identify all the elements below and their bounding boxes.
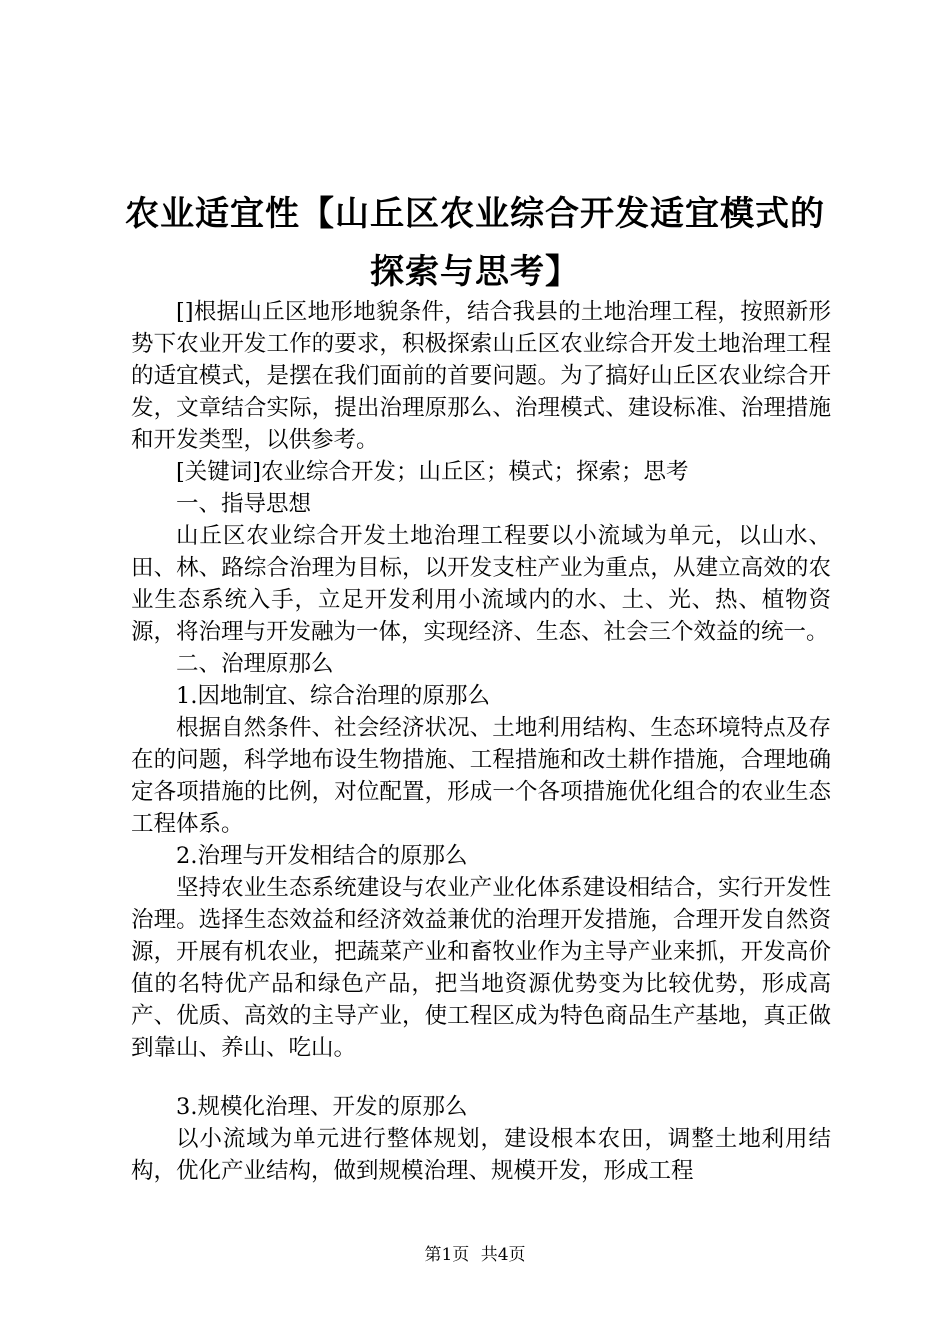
page-footer xyxy=(0,1240,950,1265)
document-title-line1: 农业适宜性【山丘区农业综合开发适宜模式的 xyxy=(125,194,825,234)
document-body xyxy=(131,296,831,1187)
body-paragraph: 根据自然条件、社会经济状况、土地利用结构、生态环境特点及存在的问题，科学地布设生物措施、工程措施和改土耕作措施，合理地确定各项措施的比例，对位配置，形成一个各项措施优化组合的农业生态工程体系。 xyxy=(131,715,831,837)
body-paragraph: 以小流域为单元进行整体规划，建设根本农田，调整土地利用结构，优化产业结构，做到规模治理、规模开发，形成工程 xyxy=(131,1126,831,1184)
keywords-paragraph: [关键词]农业综合开发；山丘区；模式；探索；思考 xyxy=(176,459,689,485)
subheading-principle-2: 2.治理与开发相结合的原那么 xyxy=(176,843,468,869)
subheading-principle-1: 1.因地制宜、综合治理的原那么 xyxy=(176,683,490,709)
section-heading-principles: 二、治理原那么 xyxy=(176,651,334,677)
body-paragraph: 坚持农业生态系统建设与农业产业化体系建设相结合，实行开发性治理。选择生态效益和经济效益兼优的治理开发措施，合理开发自然资源，开展有机农业，把蔬菜产业和畜牧业作为主导产业来抓，开发高价值的名特优产品和绿色产品，把当地资源优势变为比较优势，形成高产、优质、高效的主导产业，使工程区成为特色商品生产基地，真正做到靠山、养山、吃山。 xyxy=(131,875,831,1061)
section-heading-guiding-thought: 一、指导思想 xyxy=(176,491,312,517)
abstract-paragraph: []根据山丘区地形地貌条件，结合我县的土地治理工程，按照新形势下农业开发工作的要求，积极探索山丘区农业综合开发土地治理工程的适宜模式，是摆在我们面前的首要问题。为了搞好山丘区农业综合开发，文章结合实际，提出治理原那么、治理模式、建设标准、治理措施和开发类型，以供参考。 xyxy=(131,299,831,453)
subheading-principle-3: 3.规模化治理、开发的原那么 xyxy=(176,1094,468,1120)
page-number-total: 共4页 xyxy=(480,1245,526,1265)
document-title-line2: 探索与思考】 xyxy=(370,252,580,292)
page-number-current: 第1页 xyxy=(424,1245,470,1265)
body-paragraph: 山丘区农业综合开发土地治理工程要以小流域为单元，以山水、田、林、路综合治理为目标，以开发支柱产业为重点，从建立高效的农业生态系统入手，立足开发利用小流域内的水、土、光、热、植物资源，将治理与开发融为一体，实现经济、生态、社会三个效益的统一。 xyxy=(131,523,831,645)
